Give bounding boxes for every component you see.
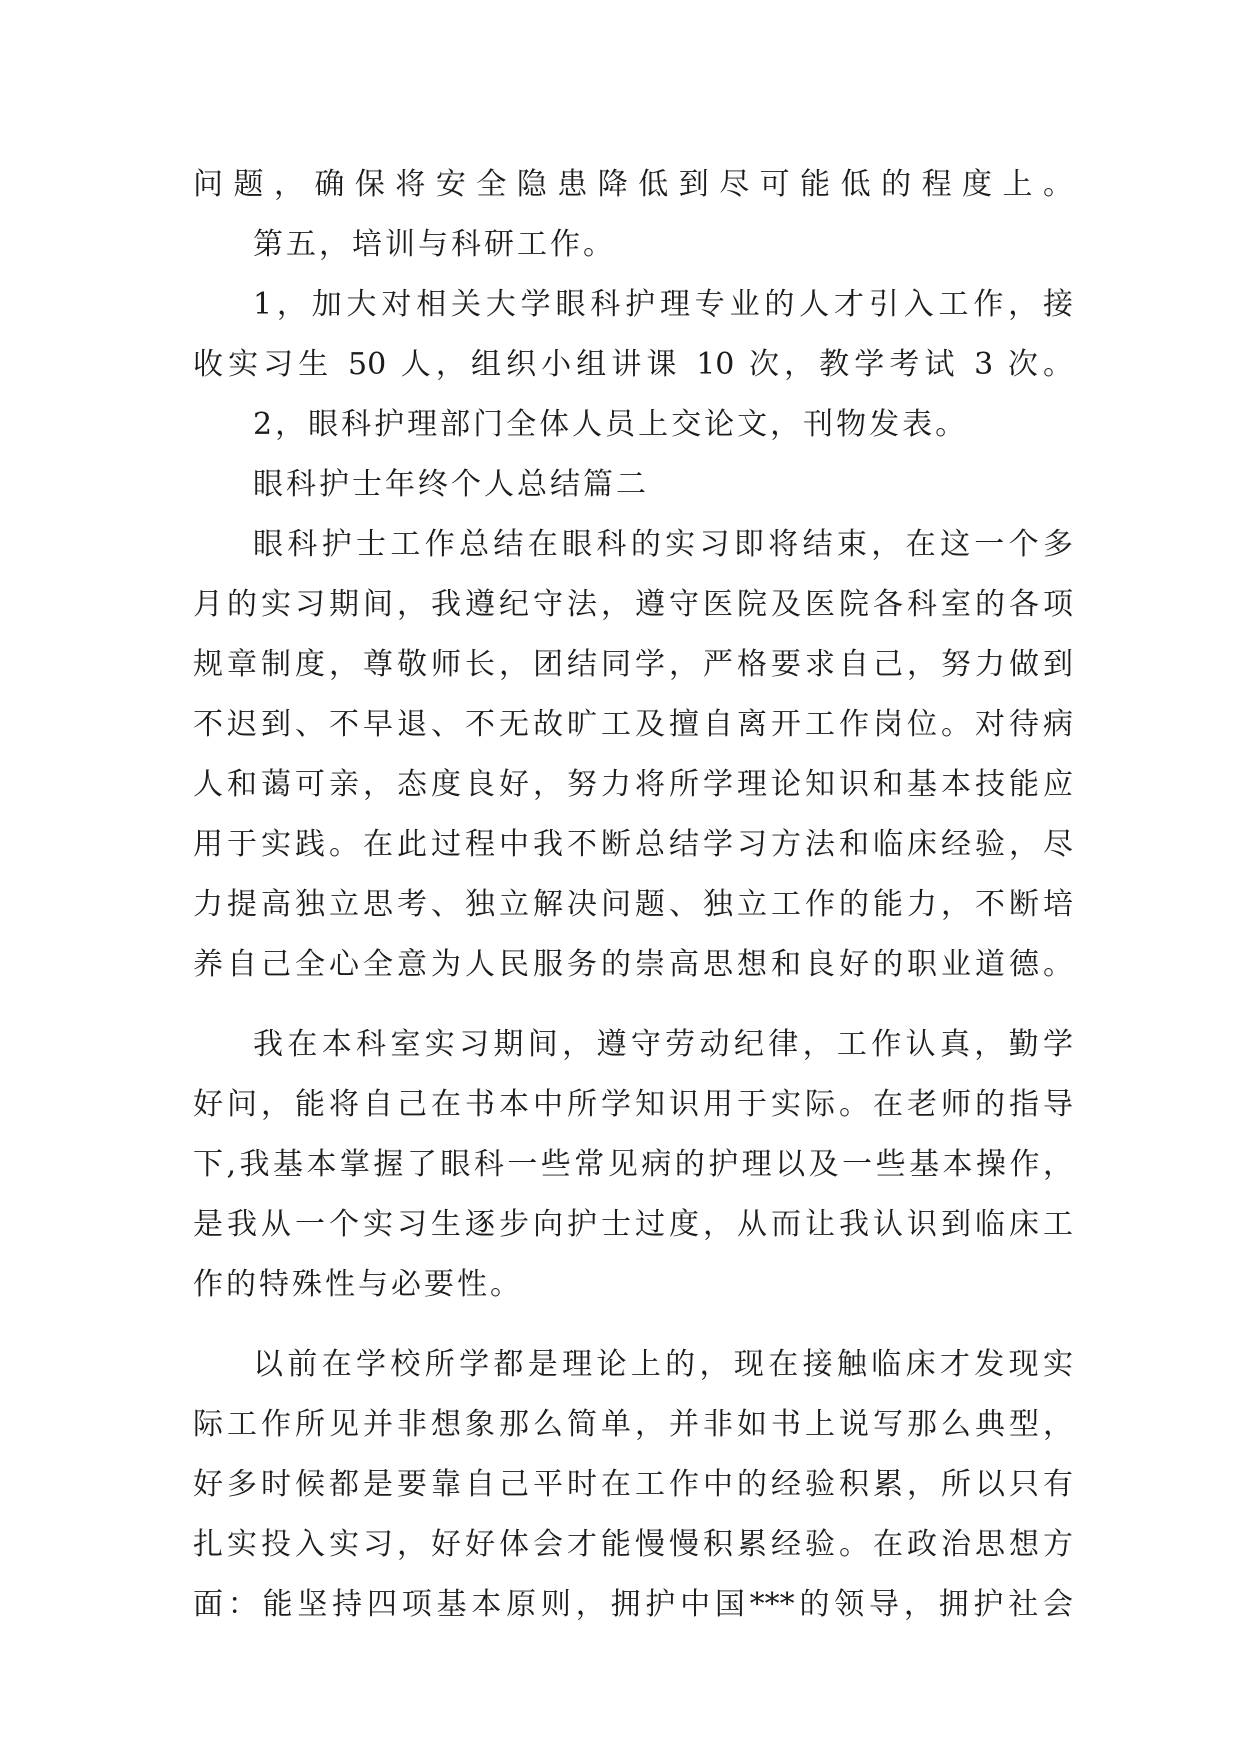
text-line: 月的实习期间，我遵纪守法，遵守医院及医院各科室的各项 — [193, 587, 1073, 622]
text-line: 规章制度，尊敬师长，团结同学，严格要求自己，努力做到 — [193, 647, 1073, 682]
text-line: 好问，能将自己在书本中所学知识用于实际。在老师的指导 — [193, 1087, 1073, 1122]
text-line: 人和蔼可亲，态度良好，努力将所学理论知识和基本技能应 — [193, 767, 1073, 802]
text-line: 问题，确保将安全隐患降低到尽可能低的程度上。 — [193, 167, 1073, 202]
text-line: 作的特殊性与必要性。 — [193, 1267, 523, 1302]
text-line: 是我从一个实习生逐步向护士过度，从而让我认识到临床工 — [193, 1207, 1073, 1242]
text-line: 以前在学校所学都是理论上的，现在接触临床才发现实 — [253, 1347, 1073, 1382]
text-line: 下,我基本掌握了眼科一些常见病的护理以及一些基本操作， — [193, 1147, 1073, 1182]
article-title: 眼科护士年终个人总结篇二 — [253, 467, 649, 502]
text-line: 收实习生 50 人，组织小组讲课 10 次，教学考试 3 次。 — [193, 347, 1073, 382]
text-line: 我在本科室实习期间，遵守劳动纪律，工作认真，勤学 — [253, 1027, 1073, 1062]
text-line: 用于实践。在此过程中我不断总结学习方法和临床经验，尽 — [193, 827, 1073, 862]
text-line: 面：能坚持四项基本原则，拥护中国***的领导，拥护社会 — [193, 1587, 1073, 1622]
text-line: 1，加大对相关大学眼科护理专业的人才引入工作，接 — [253, 287, 1073, 322]
text-line: 扎实投入实习，好好体会才能慢慢积累经验。在政治思想方 — [193, 1527, 1073, 1562]
section-heading: 第五，培训与科研工作。 — [253, 227, 616, 262]
text-line: 际工作所见并非想象那么简单，并非如书上说写那么典型， — [193, 1407, 1073, 1442]
text-line: 力提高独立思考、独立解决问题、独立工作的能力，不断培 — [193, 887, 1073, 922]
text-line: 2，眼科护理部门全体人员上交论文，刊物发表。 — [253, 407, 969, 442]
text-line: 养自己全心全意为人民服务的崇高思想和良好的职业道德。 — [193, 947, 1073, 982]
text-line: 眼科护士工作总结在眼科的实习即将结束，在这一个多 — [253, 527, 1073, 562]
text-line: 好多时候都是要靠自己平时在工作中的经验积累，所以只有 — [193, 1467, 1073, 1502]
text-line: 不迟到、不早退、不无故旷工及擅自离开工作岗位。对待病 — [193, 707, 1073, 742]
